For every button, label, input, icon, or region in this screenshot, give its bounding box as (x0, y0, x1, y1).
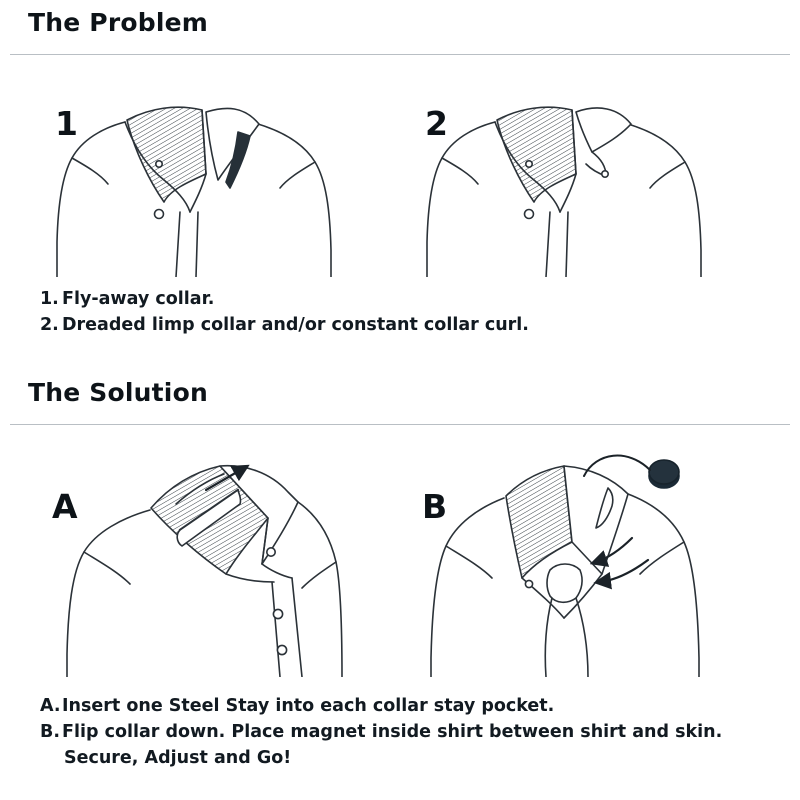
page-title-solution: The Solution (28, 378, 208, 407)
limp-collar-illustration (400, 62, 740, 277)
figure-label-a: A (52, 487, 78, 526)
caption-text: Secure, Adjust and Go! (64, 748, 292, 768)
figure-b (400, 432, 740, 677)
solution-captions (40, 693, 780, 771)
caption-item (40, 312, 780, 338)
caption-marker: B. (40, 722, 60, 742)
page-title-problem: The Problem (28, 8, 209, 37)
figure-label-1: 1 (55, 104, 78, 143)
problem-figure-row (0, 62, 800, 277)
caption-item (40, 745, 780, 771)
figure-label-b: B (422, 487, 448, 526)
insert-steel-stay-illustration (30, 432, 370, 677)
fly-away-collar-illustration (30, 62, 370, 277)
caption-text: Insert one Steel Stay into each collar stay pocket. (62, 696, 555, 716)
problem-captions (40, 286, 780, 338)
caption-item (40, 286, 780, 312)
divider-solution (10, 424, 790, 425)
figure-a (30, 432, 370, 677)
figure-label-2: 2 (425, 104, 448, 143)
magnet-placement-illustration (400, 432, 740, 677)
caption-marker: 1. (40, 289, 59, 309)
figure-2 (400, 62, 740, 277)
caption-item (40, 719, 780, 745)
solution-figure-row (0, 432, 800, 677)
caption-text: Flip collar down. Place magnet inside shirt between shirt and skin. (62, 722, 723, 742)
caption-marker: A. (40, 696, 61, 716)
caption-item (40, 693, 780, 719)
divider-problem (10, 54, 790, 55)
caption-text: Dreaded limp collar and/or constant collar curl. (62, 315, 529, 335)
caption-text: Fly-away collar. (62, 289, 215, 309)
caption-marker: 2. (40, 315, 59, 335)
figure-1 (30, 62, 370, 277)
